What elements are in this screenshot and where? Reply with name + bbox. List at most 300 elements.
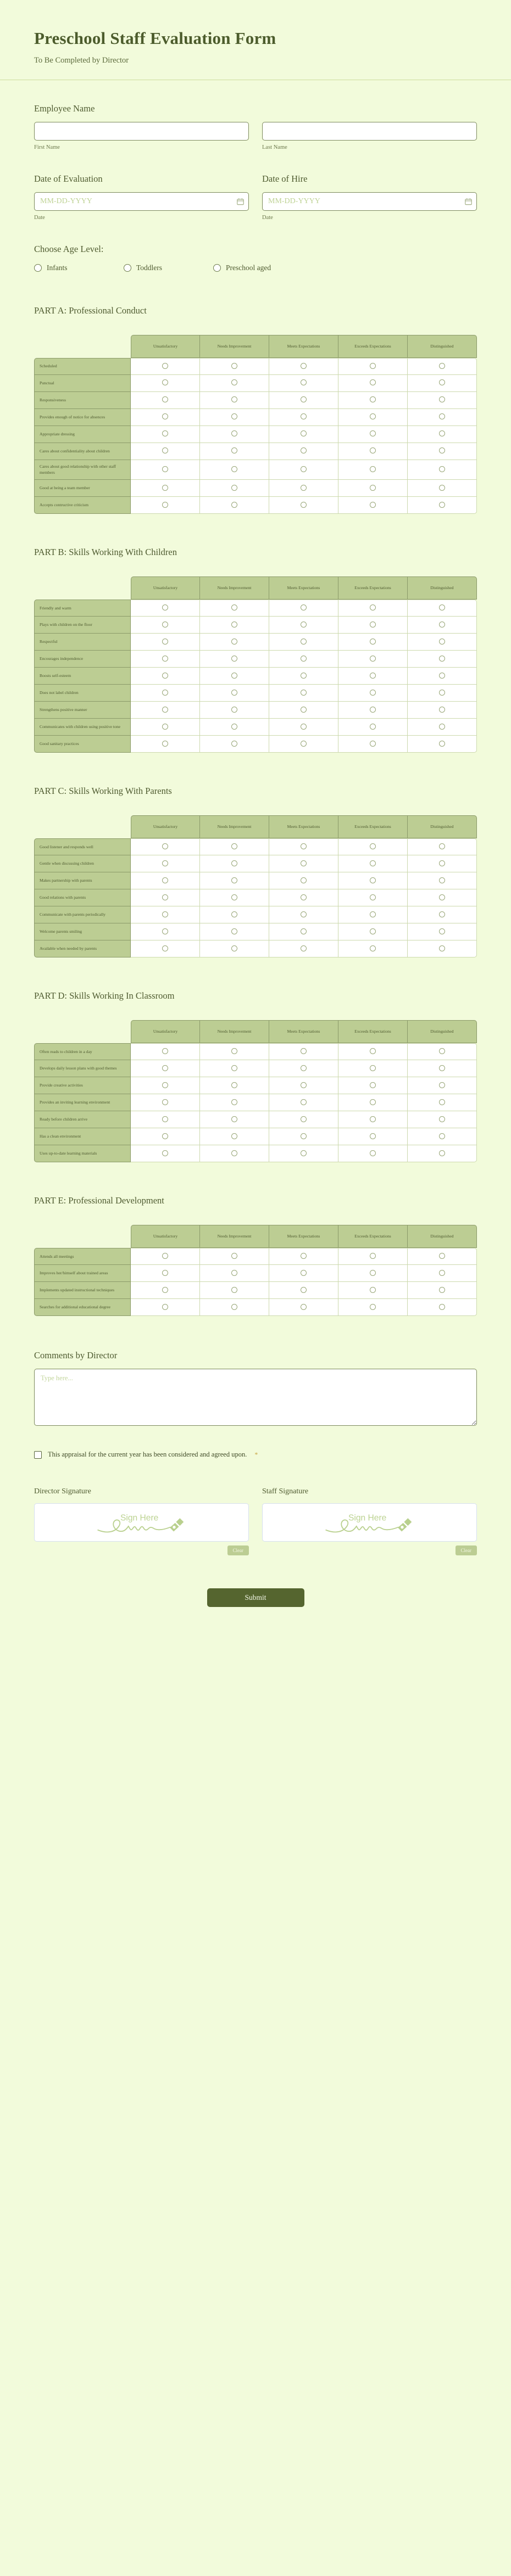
radio-icon[interactable]: [439, 656, 445, 662]
radio-icon[interactable]: [231, 724, 237, 730]
rating-radio-cell[interactable]: [408, 443, 477, 460]
radio-icon[interactable]: [231, 945, 237, 951]
date-of-evaluation-input[interactable]: [34, 192, 249, 211]
rating-radio-cell[interactable]: [131, 375, 200, 392]
radio-icon[interactable]: [370, 724, 376, 730]
radio-icon[interactable]: [231, 894, 237, 900]
radio-icon[interactable]: [301, 928, 307, 934]
rating-radio-cell[interactable]: [408, 906, 477, 923]
radio-icon[interactable]: [301, 430, 307, 436]
rating-radio-cell[interactable]: [338, 480, 408, 497]
radio-icon[interactable]: [439, 639, 445, 645]
radio-icon[interactable]: [439, 673, 445, 679]
first-name-input[interactable]: [34, 122, 249, 141]
radio-icon[interactable]: [231, 639, 237, 645]
radio-icon[interactable]: [231, 1150, 237, 1156]
rating-radio-cell[interactable]: [338, 443, 408, 460]
rating-radio-cell[interactable]: [408, 1111, 477, 1128]
radio-icon[interactable]: [439, 1048, 445, 1054]
radio-icon[interactable]: [370, 741, 376, 747]
radio-icon[interactable]: [370, 1099, 376, 1105]
radio-icon[interactable]: [301, 656, 307, 662]
rating-radio-cell[interactable]: [408, 1265, 477, 1282]
rating-radio-cell[interactable]: [269, 460, 338, 480]
radio-icon[interactable]: [439, 621, 445, 628]
staff-signature-clear-button[interactable]: Clear: [456, 1545, 477, 1555]
rating-radio-cell[interactable]: [338, 1111, 408, 1128]
rating-radio-cell[interactable]: [338, 1094, 408, 1111]
radio-icon[interactable]: [231, 877, 237, 883]
rating-radio-cell[interactable]: [131, 617, 200, 634]
age-level-option-toddlers[interactable]: [124, 264, 213, 272]
radio-icon[interactable]: [162, 430, 168, 436]
radio-icon[interactable]: [370, 639, 376, 645]
radio-icon[interactable]: [231, 741, 237, 747]
radio-icon[interactable]: [231, 379, 237, 385]
rating-radio-cell[interactable]: [269, 685, 338, 702]
radio-icon[interactable]: [370, 690, 376, 696]
rating-radio-cell[interactable]: [408, 358, 477, 375]
rating-radio-cell[interactable]: [338, 889, 408, 906]
radio-icon[interactable]: [162, 673, 168, 679]
radio-icon[interactable]: [301, 502, 307, 508]
rating-radio-cell[interactable]: [200, 685, 269, 702]
rating-radio-cell[interactable]: [408, 1043, 477, 1060]
rating-radio-cell[interactable]: [131, 600, 200, 617]
rating-radio-cell[interactable]: [269, 838, 338, 855]
radio-icon[interactable]: [162, 363, 168, 369]
rating-radio-cell[interactable]: [408, 889, 477, 906]
radio-icon[interactable]: [370, 1065, 376, 1071]
rating-radio-cell[interactable]: [200, 1043, 269, 1060]
rating-radio-cell[interactable]: [269, 480, 338, 497]
radio-icon[interactable]: [301, 690, 307, 696]
rating-radio-cell[interactable]: [131, 940, 200, 957]
rating-radio-cell[interactable]: [131, 719, 200, 736]
radio-icon[interactable]: [301, 1048, 307, 1054]
radio-icon[interactable]: [231, 1304, 237, 1310]
radio-icon[interactable]: [162, 877, 168, 883]
rating-radio-cell[interactable]: [408, 1299, 477, 1316]
rating-radio-cell[interactable]: [131, 497, 200, 514]
comments-textarea[interactable]: [34, 1369, 477, 1426]
rating-radio-cell[interactable]: [200, 460, 269, 480]
radio-icon[interactable]: [370, 707, 376, 713]
rating-radio-cell[interactable]: [408, 685, 477, 702]
rating-radio-cell[interactable]: [269, 889, 338, 906]
rating-radio-cell[interactable]: [200, 872, 269, 889]
radio-icon[interactable]: [439, 877, 445, 883]
radio-icon[interactable]: [162, 1150, 168, 1156]
radio-icon[interactable]: [370, 877, 376, 883]
radio-icon[interactable]: [162, 604, 168, 611]
radio-icon[interactable]: [301, 1099, 307, 1105]
radio-icon[interactable]: [370, 604, 376, 611]
radio-icon[interactable]: [370, 1253, 376, 1259]
rating-radio-cell[interactable]: [200, 409, 269, 426]
rating-radio-cell[interactable]: [408, 1128, 477, 1145]
radio-icon[interactable]: [439, 1133, 445, 1139]
radio-icon[interactable]: [301, 741, 307, 747]
radio-icon[interactable]: [370, 945, 376, 951]
radio-icon[interactable]: [231, 413, 237, 419]
radio-icon[interactable]: [370, 485, 376, 491]
rating-radio-cell[interactable]: [408, 497, 477, 514]
radio-icon[interactable]: [439, 1065, 445, 1071]
rating-radio-cell[interactable]: [269, 497, 338, 514]
radio-icon[interactable]: [370, 656, 376, 662]
rating-radio-cell[interactable]: [408, 426, 477, 443]
rating-radio-cell[interactable]: [131, 1111, 200, 1128]
rating-radio-cell[interactable]: [338, 736, 408, 753]
radio-icon[interactable]: [301, 843, 307, 849]
rating-radio-cell[interactable]: [200, 940, 269, 957]
rating-radio-cell[interactable]: [200, 358, 269, 375]
rating-radio-cell[interactable]: [338, 460, 408, 480]
radio-icon[interactable]: [231, 430, 237, 436]
rating-radio-cell[interactable]: [131, 1060, 200, 1077]
radio-icon[interactable]: [370, 1082, 376, 1088]
rating-radio-cell[interactable]: [200, 1299, 269, 1316]
rating-radio-cell[interactable]: [269, 358, 338, 375]
radio-icon[interactable]: [370, 621, 376, 628]
rating-radio-cell[interactable]: [269, 736, 338, 753]
age-level-option-infants[interactable]: [34, 264, 124, 272]
radio-icon[interactable]: [439, 1287, 445, 1293]
radio-icon[interactable]: [439, 1253, 445, 1259]
radio-icon[interactable]: [301, 379, 307, 385]
rating-radio-cell[interactable]: [131, 1077, 200, 1094]
rating-radio-cell[interactable]: [338, 1299, 408, 1316]
rating-radio-cell[interactable]: [408, 409, 477, 426]
rating-radio-cell[interactable]: [269, 651, 338, 668]
rating-radio-cell[interactable]: [200, 906, 269, 923]
radio-icon[interactable]: [162, 1270, 168, 1276]
rating-radio-cell[interactable]: [131, 1128, 200, 1145]
rating-radio-cell[interactable]: [269, 906, 338, 923]
director-signature-clear-button[interactable]: Clear: [227, 1545, 249, 1555]
radio-icon[interactable]: [231, 928, 237, 934]
radio-icon[interactable]: [162, 843, 168, 849]
radio-icon[interactable]: [370, 1304, 376, 1310]
rating-radio-cell[interactable]: [338, 375, 408, 392]
radio-icon[interactable]: [301, 1287, 307, 1293]
radio-icon[interactable]: [162, 945, 168, 951]
agreement-row[interactable]: [34, 1429, 477, 1459]
rating-radio-cell[interactable]: [338, 1282, 408, 1299]
radio-icon[interactable]: [439, 1099, 445, 1105]
radio-icon[interactable]: [231, 621, 237, 628]
radio-icon[interactable]: [162, 911, 168, 917]
radio-icon[interactable]: [231, 604, 237, 611]
radio-icon[interactable]: [162, 639, 168, 645]
rating-radio-cell[interactable]: [408, 855, 477, 872]
rating-radio-cell[interactable]: [269, 443, 338, 460]
rating-radio-cell[interactable]: [338, 855, 408, 872]
radio-icon[interactable]: [439, 894, 445, 900]
rating-radio-cell[interactable]: [338, 1248, 408, 1265]
radio-icon[interactable]: [301, 911, 307, 917]
radio-icon[interactable]: [370, 1287, 376, 1293]
rating-radio-cell[interactable]: [269, 1077, 338, 1094]
rating-radio-cell[interactable]: [338, 426, 408, 443]
radio-icon[interactable]: [301, 894, 307, 900]
radio-icon[interactable]: [162, 724, 168, 730]
date-of-hire-input[interactable]: [262, 192, 477, 211]
radio-icon[interactable]: [439, 1270, 445, 1276]
rating-radio-cell[interactable]: [200, 426, 269, 443]
rating-radio-cell[interactable]: [200, 719, 269, 736]
radio-icon[interactable]: [231, 447, 237, 453]
rating-radio-cell[interactable]: [200, 1248, 269, 1265]
radio-icon[interactable]: [301, 639, 307, 645]
rating-radio-cell[interactable]: [338, 702, 408, 719]
radio-icon[interactable]: [439, 1082, 445, 1088]
radio-icon[interactable]: [231, 1287, 237, 1293]
radio-icon[interactable]: [439, 945, 445, 951]
rating-radio-cell[interactable]: [131, 480, 200, 497]
radio-icon[interactable]: [301, 466, 307, 472]
radio-icon[interactable]: [370, 673, 376, 679]
radio-icon[interactable]: [439, 413, 445, 419]
rating-radio-cell[interactable]: [408, 375, 477, 392]
radio-icon[interactable]: [439, 447, 445, 453]
rating-radio-cell[interactable]: [131, 1094, 200, 1111]
rating-radio-cell[interactable]: [200, 1077, 269, 1094]
rating-radio-cell[interactable]: [269, 1128, 338, 1145]
rating-radio-cell[interactable]: [269, 375, 338, 392]
radio-icon[interactable]: [370, 843, 376, 849]
radio-icon[interactable]: [231, 363, 237, 369]
rating-radio-cell[interactable]: [408, 1094, 477, 1111]
rating-radio-cell[interactable]: [200, 1265, 269, 1282]
rating-radio-cell[interactable]: [338, 719, 408, 736]
radio-icon[interactable]: [370, 447, 376, 453]
rating-radio-cell[interactable]: [338, 872, 408, 889]
rating-radio-cell[interactable]: [200, 923, 269, 940]
radio-icon[interactable]: [439, 911, 445, 917]
radio-icon[interactable]: [301, 724, 307, 730]
age-level-option-preschool-aged[interactable]: [213, 264, 303, 272]
radio-icon[interactable]: [124, 264, 131, 272]
radio-icon[interactable]: [162, 690, 168, 696]
rating-radio-cell[interactable]: [200, 1128, 269, 1145]
radio-icon[interactable]: [162, 1116, 168, 1122]
radio-icon[interactable]: [231, 1048, 237, 1054]
rating-radio-cell[interactable]: [408, 392, 477, 409]
rating-radio-cell[interactable]: [338, 1060, 408, 1077]
rating-radio-cell[interactable]: [200, 668, 269, 685]
radio-icon[interactable]: [231, 707, 237, 713]
rating-radio-cell[interactable]: [338, 1145, 408, 1162]
radio-icon[interactable]: [370, 928, 376, 934]
rating-radio-cell[interactable]: [408, 600, 477, 617]
radio-icon[interactable]: [370, 502, 376, 508]
rating-radio-cell[interactable]: [338, 651, 408, 668]
radio-icon[interactable]: [162, 413, 168, 419]
radio-icon[interactable]: [439, 860, 445, 866]
radio-icon[interactable]: [231, 911, 237, 917]
radio-icon[interactable]: [370, 1270, 376, 1276]
rating-radio-cell[interactable]: [200, 392, 269, 409]
radio-icon[interactable]: [301, 673, 307, 679]
radio-icon[interactable]: [370, 396, 376, 402]
rating-radio-cell[interactable]: [338, 1077, 408, 1094]
rating-radio-cell[interactable]: [338, 906, 408, 923]
radio-icon[interactable]: [439, 485, 445, 491]
radio-icon[interactable]: [439, 1150, 445, 1156]
radio-icon[interactable]: [301, 877, 307, 883]
rating-radio-cell[interactable]: [269, 1043, 338, 1060]
rating-radio-cell[interactable]: [200, 1111, 269, 1128]
radio-icon[interactable]: [301, 604, 307, 611]
radio-icon[interactable]: [162, 485, 168, 491]
rating-radio-cell[interactable]: [408, 1077, 477, 1094]
rating-radio-cell[interactable]: [269, 719, 338, 736]
rating-radio-cell[interactable]: [131, 1145, 200, 1162]
last-name-input[interactable]: [262, 122, 477, 141]
rating-radio-cell[interactable]: [338, 668, 408, 685]
rating-radio-cell[interactable]: [131, 1248, 200, 1265]
rating-radio-cell[interactable]: [408, 838, 477, 855]
rating-radio-cell[interactable]: [131, 1265, 200, 1282]
radio-icon[interactable]: [162, 396, 168, 402]
radio-icon[interactable]: [301, 1253, 307, 1259]
radio-icon[interactable]: [301, 396, 307, 402]
rating-radio-cell[interactable]: [408, 1145, 477, 1162]
radio-icon[interactable]: [439, 363, 445, 369]
radio-icon[interactable]: [231, 690, 237, 696]
rating-radio-cell[interactable]: [338, 1265, 408, 1282]
radio-icon[interactable]: [231, 1065, 237, 1071]
rating-radio-cell[interactable]: [408, 480, 477, 497]
radio-icon[interactable]: [213, 264, 221, 272]
radio-icon[interactable]: [231, 843, 237, 849]
rating-radio-cell[interactable]: [200, 1282, 269, 1299]
radio-icon[interactable]: [439, 707, 445, 713]
rating-radio-cell[interactable]: [131, 668, 200, 685]
radio-icon[interactable]: [301, 447, 307, 453]
radio-icon[interactable]: [162, 707, 168, 713]
radio-icon[interactable]: [301, 945, 307, 951]
radio-icon[interactable]: [301, 707, 307, 713]
radio-icon[interactable]: [231, 860, 237, 866]
rating-radio-cell[interactable]: [200, 443, 269, 460]
radio-icon[interactable]: [231, 673, 237, 679]
rating-radio-cell[interactable]: [269, 1145, 338, 1162]
rating-radio-cell[interactable]: [200, 838, 269, 855]
radio-icon[interactable]: [231, 485, 237, 491]
rating-radio-cell[interactable]: [269, 855, 338, 872]
radio-icon[interactable]: [301, 363, 307, 369]
rating-radio-cell[interactable]: [200, 702, 269, 719]
rating-radio-cell[interactable]: [131, 1282, 200, 1299]
rating-radio-cell[interactable]: [200, 375, 269, 392]
radio-icon[interactable]: [301, 1082, 307, 1088]
rating-radio-cell[interactable]: [269, 668, 338, 685]
rating-radio-cell[interactable]: [408, 668, 477, 685]
rating-radio-cell[interactable]: [408, 736, 477, 753]
radio-icon[interactable]: [370, 860, 376, 866]
rating-radio-cell[interactable]: [131, 855, 200, 872]
rating-radio-cell[interactable]: [269, 634, 338, 651]
radio-icon[interactable]: [162, 1133, 168, 1139]
radio-icon[interactable]: [162, 741, 168, 747]
rating-radio-cell[interactable]: [269, 702, 338, 719]
rating-radio-cell[interactable]: [200, 855, 269, 872]
radio-icon[interactable]: [439, 1304, 445, 1310]
rating-radio-cell[interactable]: [408, 923, 477, 940]
radio-icon[interactable]: [370, 466, 376, 472]
radio-icon[interactable]: [439, 724, 445, 730]
rating-radio-cell[interactable]: [408, 1248, 477, 1265]
rating-radio-cell[interactable]: [408, 651, 477, 668]
radio-icon[interactable]: [301, 1150, 307, 1156]
radio-icon[interactable]: [370, 430, 376, 436]
rating-radio-cell[interactable]: [131, 392, 200, 409]
radio-icon[interactable]: [439, 466, 445, 472]
rating-radio-cell[interactable]: [408, 1060, 477, 1077]
radio-icon[interactable]: [162, 1253, 168, 1259]
rating-radio-cell[interactable]: [408, 702, 477, 719]
radio-icon[interactable]: [370, 911, 376, 917]
rating-radio-cell[interactable]: [269, 1060, 338, 1077]
rating-radio-cell[interactable]: [269, 1111, 338, 1128]
radio-icon[interactable]: [34, 264, 42, 272]
rating-radio-cell[interactable]: [200, 497, 269, 514]
rating-radio-cell[interactable]: [200, 1145, 269, 1162]
radio-icon[interactable]: [231, 1099, 237, 1105]
radio-icon[interactable]: [162, 502, 168, 508]
rating-radio-cell[interactable]: [131, 685, 200, 702]
radio-icon[interactable]: [301, 1065, 307, 1071]
radio-icon[interactable]: [370, 894, 376, 900]
rating-radio-cell[interactable]: [338, 685, 408, 702]
radio-icon[interactable]: [439, 604, 445, 611]
rating-radio-cell[interactable]: [269, 923, 338, 940]
radio-icon[interactable]: [231, 1133, 237, 1139]
radio-icon[interactable]: [231, 502, 237, 508]
rating-radio-cell[interactable]: [269, 940, 338, 957]
rating-radio-cell[interactable]: [269, 1248, 338, 1265]
rating-radio-cell[interactable]: [131, 702, 200, 719]
rating-radio-cell[interactable]: [200, 651, 269, 668]
radio-icon[interactable]: [162, 1304, 168, 1310]
submit-button[interactable]: Submit: [207, 1588, 304, 1607]
radio-icon[interactable]: [439, 502, 445, 508]
radio-icon[interactable]: [162, 447, 168, 453]
rating-radio-cell[interactable]: [200, 634, 269, 651]
rating-radio-cell[interactable]: [338, 358, 408, 375]
radio-icon[interactable]: [370, 1048, 376, 1054]
rating-radio-cell[interactable]: [200, 1094, 269, 1111]
rating-radio-cell[interactable]: [200, 480, 269, 497]
radio-icon[interactable]: [231, 656, 237, 662]
rating-radio-cell[interactable]: [200, 1060, 269, 1077]
radio-icon[interactable]: [162, 1048, 168, 1054]
radio-icon[interactable]: [231, 1082, 237, 1088]
rating-radio-cell[interactable]: [131, 736, 200, 753]
rating-radio-cell[interactable]: [131, 838, 200, 855]
radio-icon[interactable]: [439, 430, 445, 436]
radio-icon[interactable]: [301, 860, 307, 866]
radio-icon[interactable]: [162, 1065, 168, 1071]
radio-icon[interactable]: [231, 1116, 237, 1122]
rating-radio-cell[interactable]: [338, 923, 408, 940]
radio-icon[interactable]: [301, 1304, 307, 1310]
rating-radio-cell[interactable]: [338, 617, 408, 634]
radio-icon[interactable]: [231, 466, 237, 472]
